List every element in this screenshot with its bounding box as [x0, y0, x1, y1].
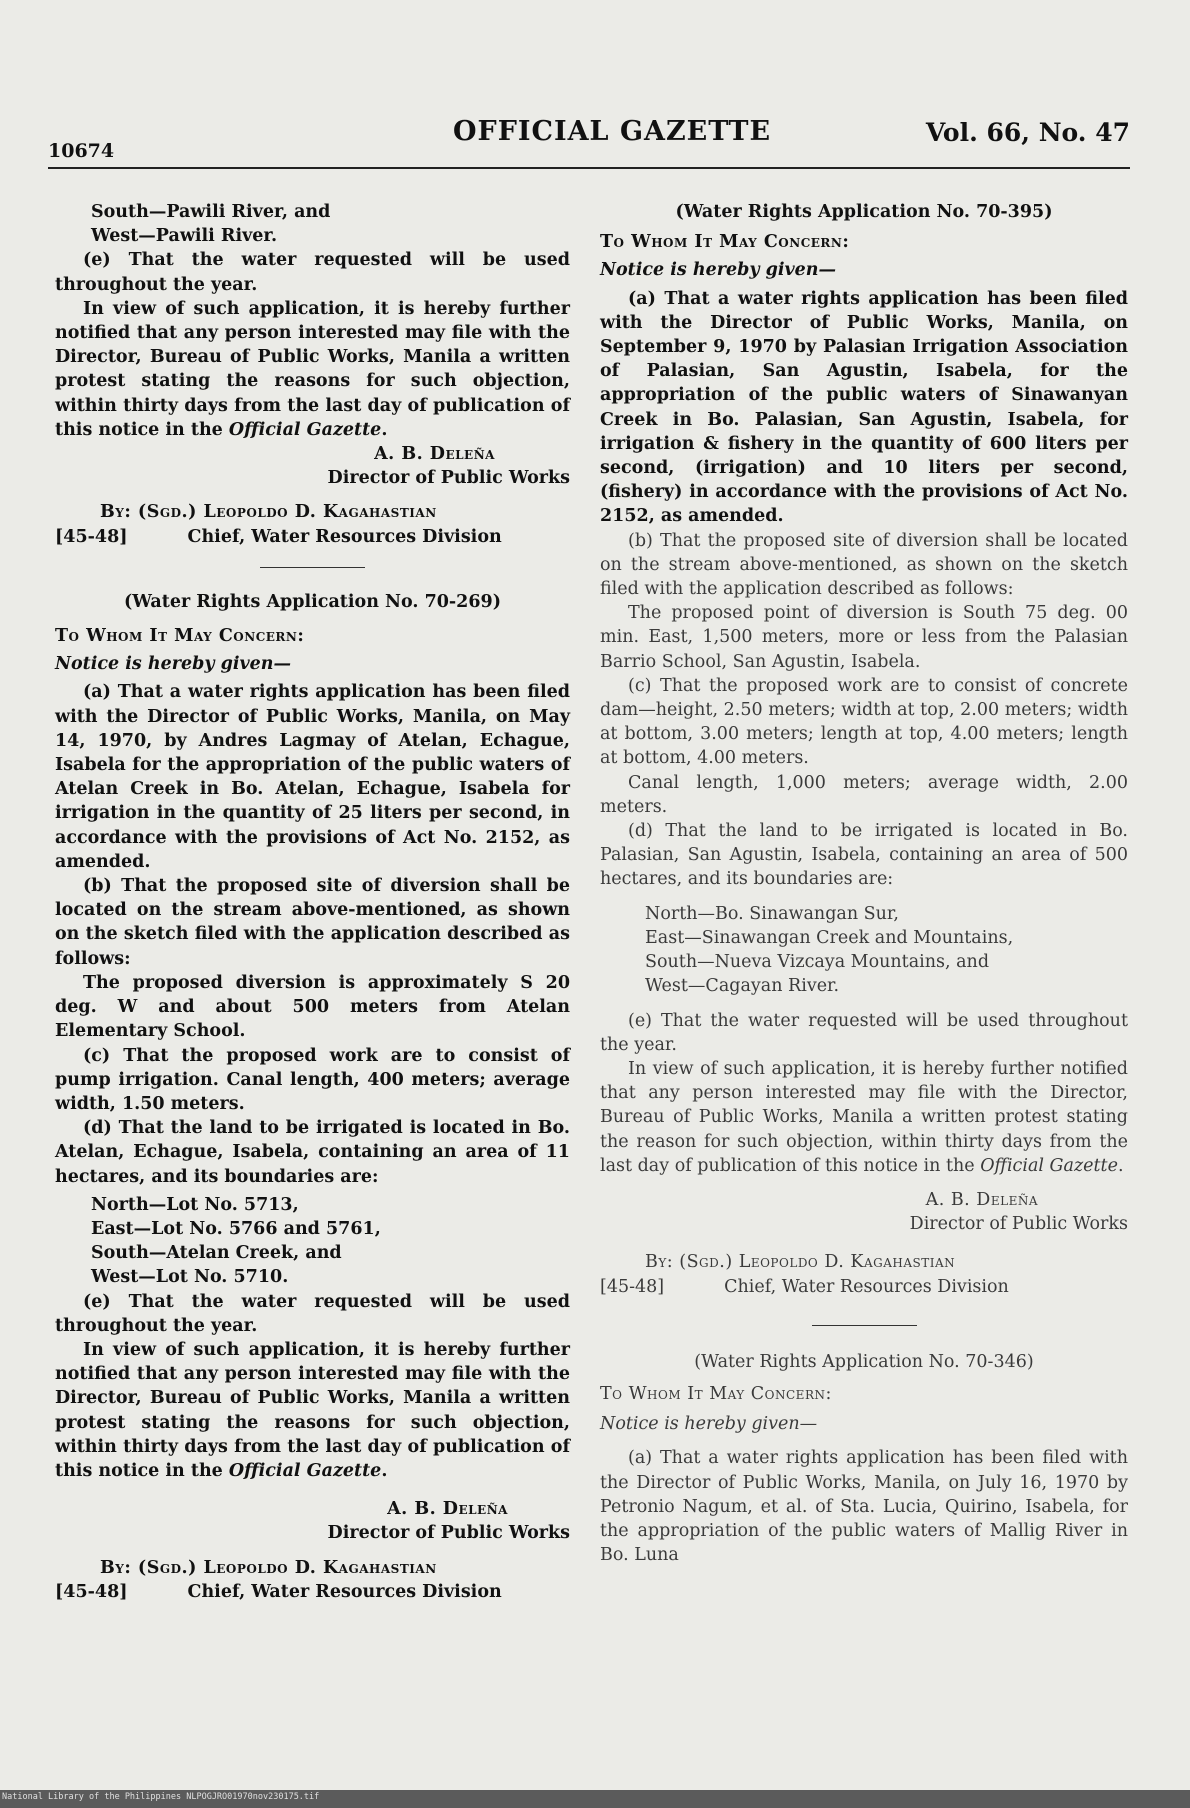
gazette-reference: Official Gazette — [228, 419, 382, 440]
item-a: (a) That a water rights application has been filed with the Director of Public Works, Manila, on July 16, 1970 by Petronio Nagum, et al. of Sta. Lucia, Quirino, Isabela, for the appropriation of the public waters of Mallig River in Bo. Luna — [600, 1448, 1128, 1566]
item-e: (e) That the water requested will be used throughout the year. — [55, 250, 570, 295]
protest-paragraph: In view of such application, it is hereby further notified that any person interested may file with the Director, Bureau of Public Works, Manila a written protest stating the reasons for such objection, within thirty days from the last day of publication of this notice in the Official Gazette. — [55, 1339, 570, 1481]
signer-title: Director of Public Works — [909, 1214, 1128, 1235]
by-line: By: (Sgd.) Leopoldo D. Kagahastian — [645, 1252, 956, 1273]
boundary-line: East—Sinawangan Creek and Mountains, — [645, 927, 1014, 948]
section-divider — [260, 567, 365, 568]
boundary-line: East—Lot No. 5766 and 5761, — [91, 1218, 381, 1239]
protest-paragraph: In view of such application, it is hereby further notified that any person interested may file with the Director, Bureau of Public Works, Manila a written protest stating the reasons for such objection, within thirty days from the last day of publication of this notice in the Official Gazette. — [55, 298, 570, 440]
notice-heading: (Water Rights Application No. 70-346) — [694, 1351, 1034, 1372]
notice-heading: (Water Rights Application No. 70-395) — [675, 202, 1053, 222]
by-title-line — [55, 525, 570, 549]
header-rule — [48, 167, 1130, 169]
page-header — [48, 112, 1130, 160]
notice-heading: (Water Rights Application No. 70-269) — [124, 591, 501, 612]
item-a: (a) That a water rights application has been filed with the Director of Public Works, Manila, on September 9, 1970 by Palasian Irrigation Association of Palasian, San Agustin, Isabela, for the appropriation of the public waters of Sinawanyan Creek in Bo. Palasian, San Agustin, Isabela, for irrigation & fishery in the quantity of 600 liters per second, (irrigation) and 10 liters per second, (fishery) in accordance with the provisions of Act No. 2152, as amended. — [600, 288, 1128, 527]
notice-given: Notice is hereby given— — [55, 654, 291, 675]
scan-credit: National Library of the Philippines NLPOGJRO01970nov230175.tif — [2, 1792, 320, 1802]
right-column — [600, 200, 1128, 1567]
by-line: By: (Sgd.) Leopoldo D. Kagahastian — [100, 1557, 437, 1578]
item-b: (b) That the proposed site of diversion shall be located on the stream above-mentioned, as shown on the sketch filed with the application described as follows: — [600, 530, 1128, 600]
item-b: (b) That the proposed site of diversion shall be located on the stream above-mentioned, as shown on the sketch filed with the application described as follows: — [55, 876, 570, 969]
item-d: (d) That the land to be irrigated is located in Bo. Palasian, San Agustin, Isabela, containing an area of 500 hectares, and its boundaries are: — [600, 821, 1128, 890]
signer-name: A. B. Deleña — [925, 1189, 1038, 1210]
item-b-description: The proposed point of diversion is South 75 deg. 00 min. East, 1,500 meters, more or less from the Palasian Barrio School, San Agustin, Isabela. — [600, 603, 1128, 672]
gazette-title: OFFICIAL GAZETTE — [453, 116, 772, 147]
boundary-line: North—Bo. Sinawangan Sur, — [645, 903, 899, 924]
signer-name: A. B. Deleña — [374, 444, 495, 465]
item-c-canal: Canal length, 1,000 meters; average width, 2.00 meters. — [600, 772, 1128, 817]
by-title-line — [55, 1580, 570, 1604]
section-divider — [812, 1325, 917, 1326]
boundary-line: North—Lot No. 5713, — [91, 1194, 299, 1215]
boundary-line: West—Pawili River. — [91, 226, 278, 247]
notice-given: Notice is hereby given— — [600, 260, 836, 281]
gazette-reference: Official Gazette — [980, 1155, 1118, 1176]
protest-paragraph: In view of such application, it is hereby further notified that any person interested may file with the Director, Bureau of Public Works, Manila a written protest stating the reason for such objection, within thirty days from the last day of publication of this notice in the Official Gazette. — [600, 1058, 1128, 1176]
boundary-line: South—Pawili River, and — [91, 202, 331, 222]
left-column — [55, 200, 570, 1604]
boundary-line: West—Cagayan River. — [645, 976, 840, 997]
page-number: 10674 — [48, 140, 115, 162]
by-title-line — [600, 1275, 1128, 1299]
item-d: (d) That the land to be irrigated is located in Bo. Atelan, Echague, Isabela, containing an area of 11 hectares, and its boundaries are: — [55, 1118, 570, 1187]
salutation: To Whom It May Concern: — [600, 1383, 832, 1404]
boundary-line: South—Atelan Creek, and — [91, 1243, 342, 1264]
by-title: Chief, Water Resources Division — [187, 526, 502, 547]
gazette-reference: Official Gazette — [228, 1460, 382, 1481]
salutation: To Whom It May Concern: — [55, 626, 305, 647]
signer-title: Director of Public Works — [327, 468, 570, 489]
by-title: Chief, Water Resources Division — [187, 1581, 502, 1602]
salutation: To Whom It May Concern: — [600, 232, 850, 253]
signer-title: Director of Public Works — [327, 1523, 570, 1544]
item-c: (c) That the proposed work are to consist of concrete dam—height, 2.50 meters; width at top, 2.00 meters; width at bottom, 3.00 meters; length at top, 4.00 meters; length at bottom, 4.00 meters. — [600, 675, 1128, 769]
item-c: (c) That the proposed work are to consist of pump irrigation. Canal length, 400 meters; average width, 1.50 meters. — [55, 1045, 570, 1114]
item-e: (e) That the water requested will be used throughout the year. — [55, 1291, 570, 1336]
publication-dates: [45-48] — [600, 1276, 665, 1297]
item-e: (e) That the water requested will be used throughout the year. — [600, 1010, 1128, 1055]
by-line: By: (Sgd.) Leopoldo D. Kagahastian — [100, 502, 437, 523]
by-title: Chief, Water Resources Division — [724, 1276, 1009, 1297]
publication-dates: [45-48] — [55, 1581, 128, 1602]
boundary-line: West—Lot No. 5710. — [91, 1267, 289, 1288]
publication-dates: [45-48] — [55, 526, 128, 547]
item-a: (a) That a water rights application has been filed with the Director of Public Works, Manila, on May 14, 1970, by Andres Lagmay of Atelan, Echague, Isabela for the appropriation of the public waters of Atelan Creek in Bo. Atelan, Echague, Isabela for irrigation in the quantity of 25 liters per second, in accordance with the provisions of Act No. 2152, as amended. — [55, 682, 570, 872]
notice-given: Notice is hereby given— — [600, 1414, 818, 1435]
item-b-description: The proposed diversion is approximately S 20 deg. W and about 500 meters from Atelan Elementary School. — [55, 972, 570, 1042]
boundary-line: South—Nueva Vizcaya Mountains, and — [645, 952, 990, 973]
volume-number: Vol. 66, No. 47 — [925, 118, 1130, 147]
signer-name: A. B. Deleña — [387, 1499, 508, 1520]
